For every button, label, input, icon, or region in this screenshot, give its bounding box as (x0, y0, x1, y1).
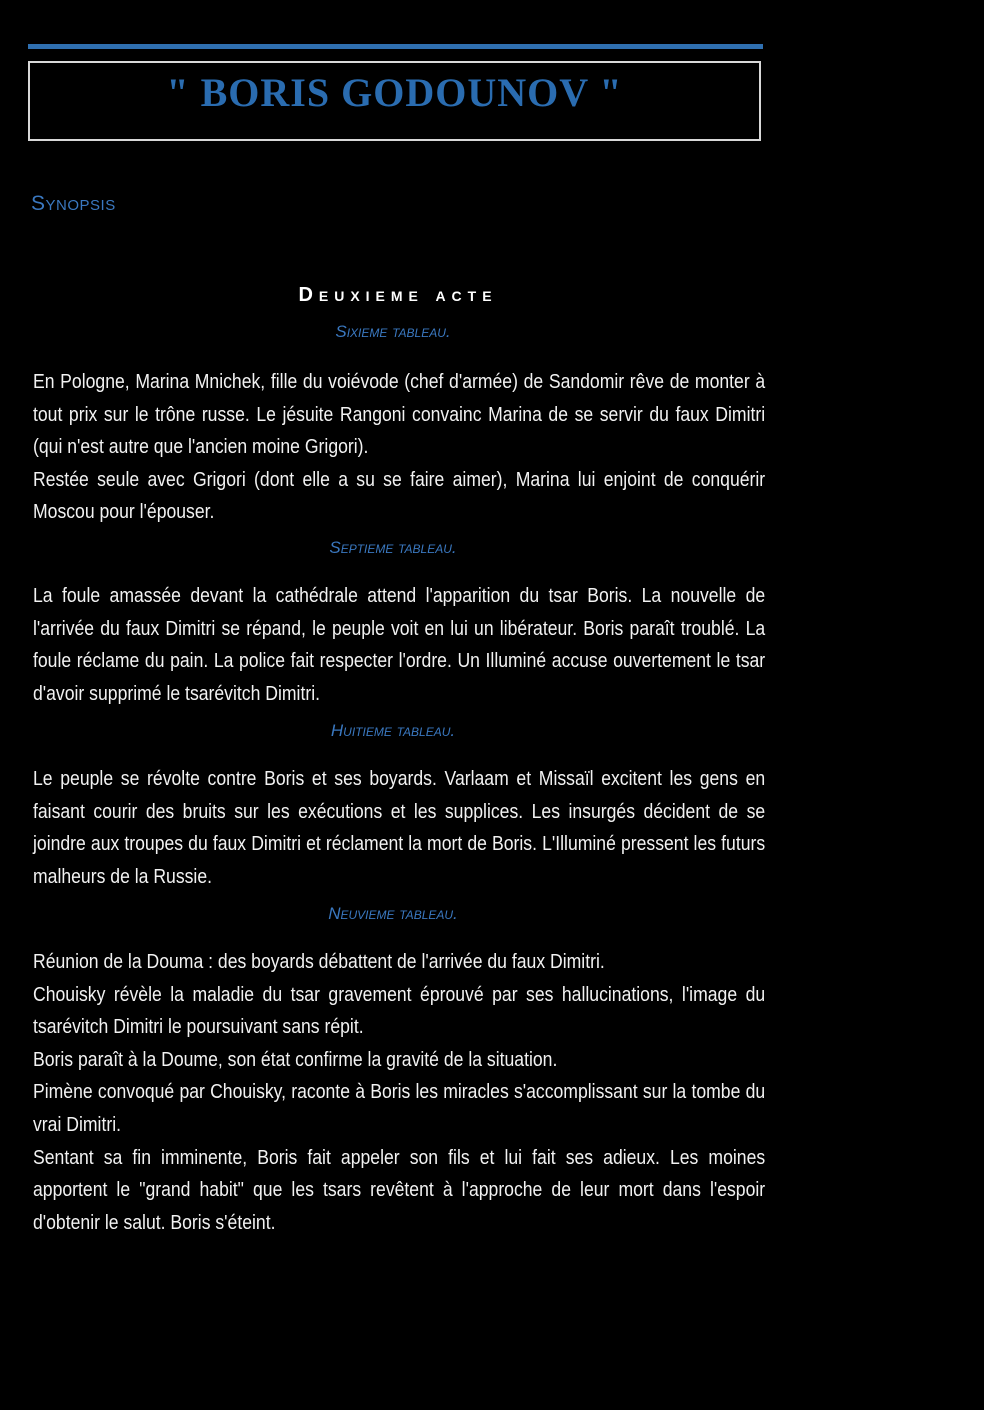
paragraph: En Pologne, Marina Mnichek, fille du voiévode (chef d'armée) de Sandomir rêve de monter à tout prix sur le trône russe. Le jésuite Rangoni convainc Marina de se servir du faux Dimitri (qui n'est autre que l'ancien moine Grigori). (33, 371, 766, 459)
tableau-heading-6: Sixieme tableau. (335, 322, 451, 341)
tableau-text-7 (33, 580, 765, 710)
tableau-text-9 (33, 946, 765, 1239)
top-rule (28, 44, 763, 49)
paragraph: Boris paraît à la Doume, son état confirme la gravité de la situation. (33, 1048, 558, 1071)
tableau-text-8 (33, 763, 765, 893)
paragraph: La foule amassée devant la cathédrale attend l'apparition du tsar Boris. La nouvelle de l'arrivée du faux Dimitri se répand, le peuple voit en lui un libérateur. Boris paraît troublé. La foule réclame du pain. La police fait respecter l'ordre. Un Illuminé accuse ouvertement le tsar d'avoir supprimé le tsarévitch Dimitri. (33, 585, 766, 705)
paragraph: Réunion de la Douma : des boyards débattent de l'arrivée du faux Dimitri. (33, 951, 605, 973)
act-heading: Deuxieme acte (298, 284, 498, 306)
paragraph: Restée seule avec Grigori (dont elle a su se faire aimer), Marina lui enjoint de conquérir Moscou pour l'épouser. (33, 468, 766, 524)
title-box (28, 61, 761, 141)
paragraph: Pimène convoqué par Chouisky, raconte à Boris les miracles s'accomplissant sur la tombe du vrai Dimitri. (33, 1081, 766, 1136)
tableau-heading-9: Neuvieme tableau. (328, 904, 458, 923)
tableau-text-6 (33, 366, 765, 529)
tableau-heading-7: Septieme tableau. (329, 538, 457, 557)
page-title: " BORIS GODOUNOV " (166, 70, 623, 115)
paragraph: Chouisky révèle la maladie du tsar gravement éprouvé par ses hallucinations, l'image du tsarévitch Dimitri le poursuivant sans répit. (33, 983, 766, 1039)
tableau-heading-8: Huitieme tableau. (330, 721, 456, 740)
paragraph: Le peuple se révolte contre Boris et ses boyards. Varlaam et Missaïl excitent les gens en faisant courir des bruits sur les exécutions et les supplices. Les insurgés décident de se joindre aux troupes du faux Dimitri et réclament la mort de Boris. L'Illuminé pressent les futurs malheurs de la Russie. (33, 768, 766, 888)
paragraph: Sentant sa fin imminente, Boris fait appeler son fils et lui fait ses adieux. Les moines apportent le "grand habit" que les tsars revêtent à l'approche de leur mort dans l'espoir d'obtenir le salut. Boris s'éteint. (33, 1146, 766, 1234)
section-label: Synopsis (31, 192, 116, 215)
